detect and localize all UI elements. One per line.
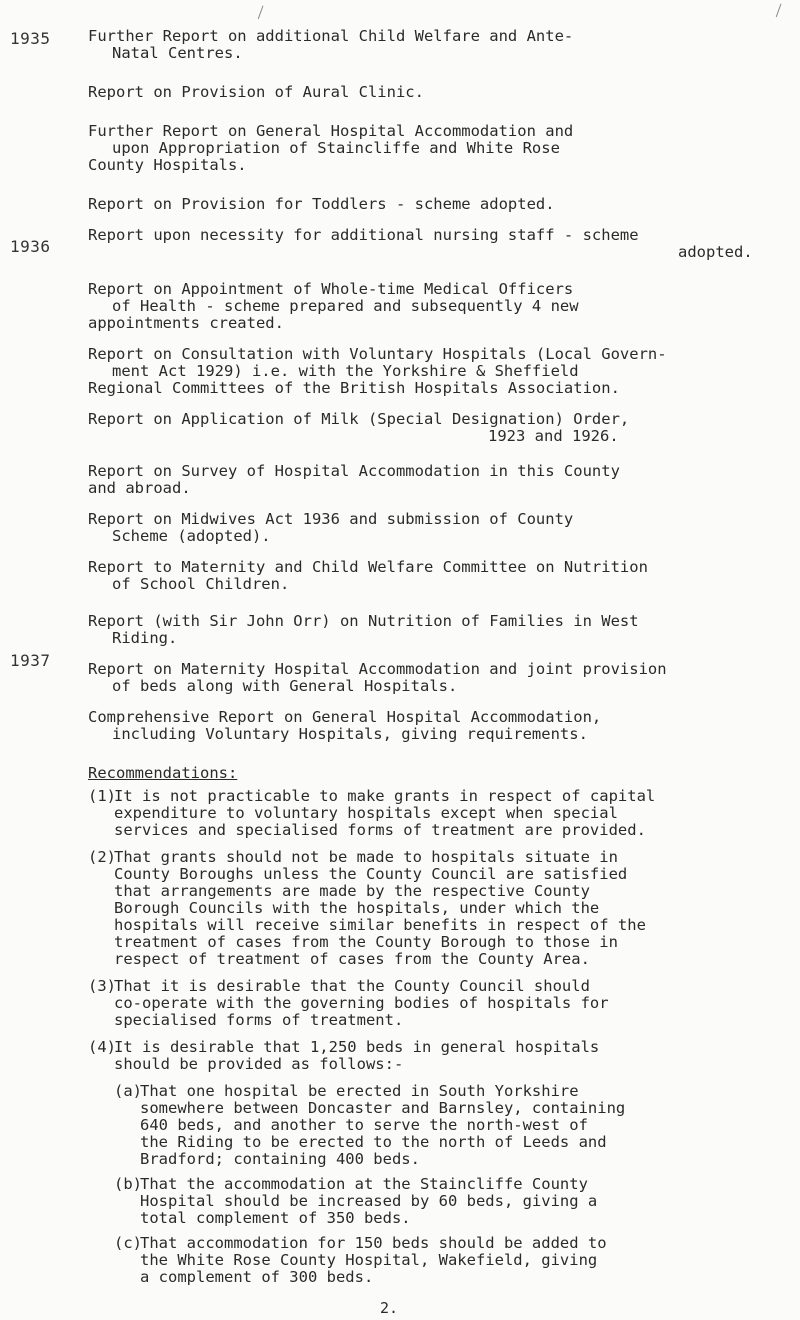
- report-entry: Comprehensive Report on General Hospital Accommodation, including Voluntary Hospitals, giving requirements.: [88, 708, 602, 743]
- report-entry: Further Report on additional Child Welfare and Ante- Natal Centres.: [88, 27, 574, 62]
- report-entry: Report to Maternity and Child Welfare Committee on Nutrition of School Children.: [88, 558, 648, 593]
- report-entry: Report on Midwives Act 1936 and submission of County Scheme (adopted).: [88, 510, 574, 545]
- sub-recommendation-a: (a)That one hospital be erected in South Yorkshire somewhere between Doncaster and Barnsley, containing 640 beds, and another to serve the north-west of the Riding to be erected to the north of Leeds and Bradford; containing 400 beds.: [114, 1082, 626, 1168]
- report-entry: Further Report on General Hospital Accommodation and upon Appropriation of Staincliffe and White Rose County Hospitals.: [88, 122, 574, 174]
- report-entry: Report on Maternity Hospital Accommodation and joint provision of beds along with General Hospitals.: [88, 660, 667, 695]
- recommendation-number: (2): [88, 848, 116, 866]
- recommendation-1: (1)It is not practicable to make grants in respect of capital expenditure to voluntary hospitals except when special services and specialised forms of treatment are provided.: [88, 787, 656, 839]
- report-entry: Report on Provision of Aural Clinic.: [88, 83, 424, 101]
- report-entry: Report on Provision for Toddlers - scheme adopted.: [88, 195, 555, 213]
- recommendation-4: (4)It is desirable that 1,250 beds in general hospitals should be provided as follows:-: [88, 1038, 600, 1073]
- report-entry: Report on Consultation with Voluntary Hospitals (Local Govern- ment Act 1929) i.e. with the Yorkshire & Sheffield Regional Committees of the British Hospitals Association.: [88, 345, 667, 397]
- year-1935: 1935: [10, 29, 51, 48]
- pencil-mark: [258, 6, 267, 21]
- page-number: 2.: [380, 1299, 399, 1317]
- year-1937: 1937: [10, 651, 51, 670]
- recommendations-heading: Recommendations:: [88, 764, 238, 782]
- sub-recommendation-label: (a): [114, 1082, 142, 1100]
- recommendation-number: (3): [88, 977, 116, 995]
- sub-recommendation-c: (c)That accommodation for 150 beds should be added to the White Rose County Hospital, Wakefield, giving a complement of 300 beds.: [114, 1234, 607, 1286]
- pencil-mark: [776, 4, 785, 19]
- report-entry: Report on Survey of Hospital Accommodation in this County and abroad.: [88, 462, 620, 497]
- report-entry: Report upon necessity for additional nursing staff - scheme adopted.: [88, 226, 753, 261]
- year-1936: 1936: [10, 237, 51, 256]
- report-entry: Report on Appointment of Whole-time Medical Officers of Health - scheme prepared and subsequently 4 new appointments created.: [88, 280, 579, 332]
- sub-recommendation-b: (b)That the accommodation at the Staincliffe County Hospital should be increased by 60 beds, giving a total complement of 350 beds.: [114, 1175, 598, 1227]
- report-entry: Report (with Sir John Orr) on Nutrition of Families in West Riding.: [88, 612, 639, 647]
- report-entry: Report on Application of Milk (Special Designation) Order, 1923 and 1926.: [88, 410, 630, 445]
- recommendation-2: (2)That grants should not be made to hospitals situate in County Boroughs unless the County Council are satisfied that arrangements are made by the respective County Borough Councils with the hospitals, under which the hospitals will receive similar benefits in respect of the treatment of cases from the County Borough to those in respect of treatment of cases from the County Area.: [88, 848, 646, 968]
- sub-recommendation-label: (b): [114, 1175, 142, 1193]
- recommendation-number: (1): [88, 787, 116, 805]
- recommendation-number: (4): [88, 1038, 116, 1056]
- report-list: [88, 28, 790, 1294]
- sub-recommendation-label: (c): [114, 1234, 142, 1252]
- recommendation-3: (3)That it is desirable that the County Council should co-operate with the governing bodies of hospitals for specialised forms of treatment.: [88, 977, 609, 1029]
